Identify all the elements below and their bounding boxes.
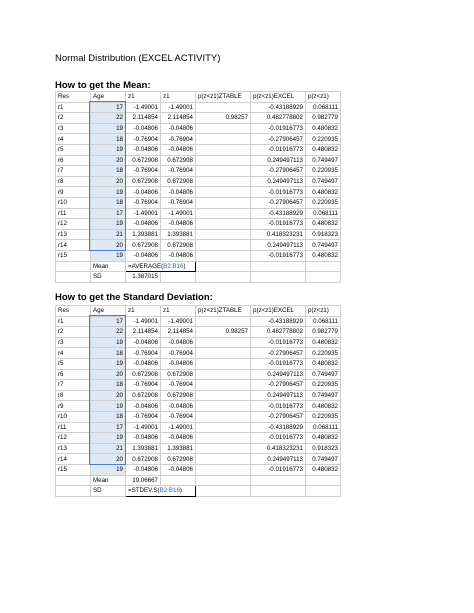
sd-value[interactable]: 1.387015	[126, 272, 161, 283]
cell[interactable]: -1.49001	[161, 102, 196, 113]
cell[interactable]	[56, 486, 91, 497]
cell[interactable]: 0.918323	[306, 443, 341, 454]
table-row	[56, 443, 341, 454]
cell[interactable]: r11	[56, 422, 91, 433]
cell[interactable]: 17	[91, 102, 126, 113]
cell[interactable]: -0.01916773	[251, 401, 306, 412]
cell[interactable]: 17	[91, 316, 126, 327]
cell[interactable]	[196, 155, 251, 166]
cell[interactable]	[196, 272, 251, 283]
cell[interactable]: -0.27906457	[251, 348, 306, 359]
sd-formula-cell[interactable]	[126, 486, 196, 497]
table-row	[56, 411, 341, 422]
table-row	[56, 219, 341, 230]
table-row	[56, 134, 341, 145]
cell[interactable]: 21	[91, 443, 126, 454]
sd-label[interactable]: SD	[91, 486, 126, 497]
sd-sheet	[55, 305, 341, 497]
cell[interactable]	[196, 187, 251, 198]
cell[interactable]: -0.01916773	[251, 219, 306, 230]
cell[interactable]: 0.749497	[306, 369, 341, 380]
cell[interactable]: r2	[56, 327, 91, 338]
cell[interactable]: -0.01916773	[251, 433, 306, 444]
cell[interactable]: -0.76904	[126, 197, 161, 208]
cell[interactable]: 0.749497	[306, 176, 341, 187]
cell[interactable]: 1.393881	[161, 229, 196, 240]
cell[interactable]: -0.04806	[126, 433, 161, 444]
cell[interactable]: -0.04806	[126, 401, 161, 412]
cell[interactable]	[56, 272, 91, 283]
table-row	[56, 197, 341, 208]
cell[interactable]	[196, 443, 251, 454]
cell[interactable]: -0.76904	[161, 411, 196, 422]
table-row	[56, 229, 341, 240]
cell[interactable]: 17	[91, 208, 126, 219]
cell[interactable]: 0.220935	[306, 411, 341, 422]
cell[interactable]: -0.04806	[161, 337, 196, 348]
cell[interactable]: 0.249497113	[251, 390, 306, 401]
cell[interactable]: -0.04806	[161, 433, 196, 444]
cell[interactable]: r12	[56, 219, 91, 230]
cell[interactable]: 0.672908	[161, 155, 196, 166]
cell[interactable]: 19	[91, 433, 126, 444]
cell[interactable]: r8	[56, 176, 91, 187]
cell[interactable]: 19	[91, 219, 126, 230]
header-row	[56, 306, 341, 317]
cell[interactable]: -0.01916773	[251, 464, 306, 475]
table-row	[56, 358, 341, 369]
cell[interactable]: r3	[56, 123, 91, 134]
cell[interactable]: 0.480832	[306, 401, 341, 412]
table-row	[56, 422, 341, 433]
cell[interactable]: -1.49001	[126, 208, 161, 219]
cell[interactable]: 0.672908	[126, 155, 161, 166]
table-row	[56, 166, 341, 177]
cell[interactable]	[196, 261, 251, 272]
cell[interactable]: -0.76904	[161, 197, 196, 208]
table-row	[56, 401, 341, 412]
cell[interactable]: 1.393881	[126, 229, 161, 240]
cell[interactable]: -1.49001	[161, 422, 196, 433]
cell[interactable]: r9	[56, 187, 91, 198]
cell[interactable]: r5	[56, 358, 91, 369]
cell[interactable]: 19	[91, 144, 126, 155]
cell[interactable]	[196, 411, 251, 422]
mean-label[interactable]: Mean	[91, 261, 126, 272]
formula-suffix: )	[179, 487, 182, 495]
cell[interactable]: 19	[91, 337, 126, 348]
cell[interactable]: 0.249497113	[251, 454, 306, 465]
cell[interactable]: -0.04806	[126, 144, 161, 155]
cell[interactable]: -0.04806	[161, 219, 196, 230]
cell[interactable]: 0.480832	[306, 464, 341, 475]
cell[interactable]	[196, 464, 251, 475]
cell[interactable]: r14	[56, 454, 91, 465]
cell[interactable]: -0.01916773	[251, 358, 306, 369]
table-row	[56, 123, 341, 134]
cell[interactable]: -0.04806	[126, 123, 161, 134]
cell[interactable]: 0.672908	[161, 454, 196, 465]
header-cell[interactable]: z1	[126, 92, 161, 103]
table-row	[56, 369, 341, 380]
cell[interactable]: 17	[91, 422, 126, 433]
cell[interactable]: 19	[91, 358, 126, 369]
cell[interactable]: -0.04806	[126, 219, 161, 230]
formula-prefix: =STDEV.S(	[128, 487, 160, 495]
mean-section-heading: How to get the Mean:	[55, 80, 151, 91]
table-row	[56, 208, 341, 219]
cell[interactable]: -0.27906457	[251, 197, 306, 208]
cell[interactable]: -0.04806	[161, 464, 196, 475]
cell[interactable]: r9	[56, 401, 91, 412]
cell[interactable]: 20	[91, 390, 126, 401]
cell[interactable]	[196, 240, 251, 251]
cell[interactable]: 1.393881	[126, 443, 161, 454]
cell[interactable]: 2.114854	[161, 113, 196, 124]
cell[interactable]: 0.982779	[306, 327, 341, 338]
cell[interactable]: 0.672908	[126, 369, 161, 380]
cell[interactable]: -0.04806	[126, 187, 161, 198]
cell[interactable]	[56, 475, 91, 486]
header-cell[interactable]: p(z<z1)ZTABLE	[196, 306, 251, 317]
cell[interactable]: -1.49001	[126, 422, 161, 433]
cell[interactable]: -0.04806	[161, 144, 196, 155]
cell[interactable]: -0.01916773	[251, 144, 306, 155]
header-cell[interactable]: p(z<z1)ZTABLE	[196, 92, 251, 103]
cell[interactable]: 0.672908	[126, 454, 161, 465]
mean-label[interactable]: Mean	[91, 475, 126, 486]
cell[interactable]: r15	[56, 250, 91, 261]
cell[interactable]	[196, 229, 251, 240]
cell[interactable]: 2.114854	[126, 113, 161, 124]
cell[interactable]: -0.04806	[126, 464, 161, 475]
cell[interactable]: 2.114854	[126, 327, 161, 338]
cell[interactable]: 19	[91, 401, 126, 412]
cell[interactable]	[196, 475, 251, 486]
cell[interactable]: 20	[91, 176, 126, 187]
table-row	[56, 316, 341, 327]
cell[interactable]	[306, 272, 341, 283]
header-cell[interactable]: Res	[56, 92, 91, 103]
table-row	[56, 348, 341, 359]
table-row	[56, 464, 341, 475]
cell[interactable]: r11	[56, 208, 91, 219]
header-cell[interactable]: Age	[91, 92, 126, 103]
cell[interactable]: 0.482778802	[251, 327, 306, 338]
cell[interactable]	[196, 380, 251, 391]
table-row	[56, 327, 341, 338]
cell[interactable]: 0.98257	[196, 327, 251, 338]
cell[interactable]	[196, 390, 251, 401]
cell[interactable]	[196, 486, 251, 497]
cell[interactable]: 0.068111	[306, 102, 341, 113]
cell[interactable]: 0.220935	[306, 166, 341, 177]
table-row	[56, 454, 341, 465]
header-cell[interactable]: Res	[56, 306, 91, 317]
cell[interactable]	[196, 433, 251, 444]
cell[interactable]: 22	[91, 327, 126, 338]
table-row	[56, 187, 341, 198]
cell[interactable]: 0.068111	[306, 316, 341, 327]
cell[interactable]: -0.04806	[161, 250, 196, 261]
cell[interactable]: 0.672908	[161, 390, 196, 401]
cell[interactable]: -1.49001	[161, 316, 196, 327]
cell[interactable]: -0.04806	[126, 358, 161, 369]
cell[interactable]: r1	[56, 316, 91, 327]
header-cell[interactable]: z1	[126, 306, 161, 317]
mean-sheet	[55, 91, 341, 283]
table-row	[56, 433, 341, 444]
cell[interactable]	[196, 422, 251, 433]
cell[interactable]: 0.220935	[306, 348, 341, 359]
table-row	[56, 155, 341, 166]
cell[interactable]: 18	[91, 411, 126, 422]
cell[interactable]	[196, 358, 251, 369]
cell[interactable]	[306, 475, 341, 486]
cell[interactable]: 19	[91, 464, 126, 475]
cell[interactable]: -0.76904	[161, 134, 196, 145]
cell[interactable]	[251, 486, 306, 497]
cell[interactable]: 0.480832	[306, 123, 341, 134]
cell[interactable]: r4	[56, 348, 91, 359]
cell[interactable]: 0.220935	[306, 197, 341, 208]
header-cell[interactable]: p(z<z1)	[306, 306, 341, 317]
cell[interactable]: 20	[91, 240, 126, 251]
header-cell[interactable]: Age	[91, 306, 126, 317]
cell[interactable]: -1.49001	[161, 208, 196, 219]
cell[interactable]: -0.04806	[161, 358, 196, 369]
cell[interactable]: r10	[56, 411, 91, 422]
mean-table-body	[56, 92, 341, 283]
cell[interactable]: r8	[56, 390, 91, 401]
cell[interactable]	[196, 102, 251, 113]
header-cell[interactable]: z1	[161, 92, 196, 103]
cell[interactable]: 0.672908	[126, 176, 161, 187]
sd-row	[56, 486, 341, 497]
cell[interactable]	[196, 144, 251, 155]
cell[interactable]: -0.04806	[161, 123, 196, 134]
cell[interactable]: r15	[56, 464, 91, 475]
header-cell[interactable]: p(z<z1)EXCEL	[251, 306, 306, 317]
cell[interactable]	[196, 219, 251, 230]
cell[interactable]: 0.249497113	[251, 155, 306, 166]
table-row	[56, 102, 341, 113]
cell[interactable]: -0.27906457	[251, 380, 306, 391]
formula-range: B2:B16	[163, 262, 184, 270]
cell[interactable]: -0.76904	[126, 411, 161, 422]
cell[interactable]: 19	[91, 123, 126, 134]
table-row	[56, 380, 341, 391]
cell[interactable]	[196, 134, 251, 145]
cell[interactable]: 22	[91, 113, 126, 124]
cell[interactable]: -0.01916773	[251, 187, 306, 198]
cell[interactable]: 0.068111	[306, 208, 341, 219]
cell[interactable]: 0.672908	[161, 240, 196, 251]
cell[interactable]: -0.27906457	[251, 134, 306, 145]
cell[interactable]: r13	[56, 229, 91, 240]
cell[interactable]: r5	[56, 144, 91, 155]
cell[interactable]: r4	[56, 134, 91, 145]
cell[interactable]	[196, 176, 251, 187]
cell[interactable]: -0.04806	[126, 337, 161, 348]
cell[interactable]: 18	[91, 134, 126, 145]
cell[interactable]: 0.749497	[306, 454, 341, 465]
cell[interactable]: -0.27906457	[251, 166, 306, 177]
cell[interactable]: 0.480832	[306, 358, 341, 369]
cell[interactable]: r10	[56, 197, 91, 208]
cell[interactable]: 0.482778802	[251, 113, 306, 124]
cell[interactable]: 18	[91, 166, 126, 177]
cell[interactable]: -0.76904	[161, 380, 196, 391]
cell[interactable]	[306, 486, 341, 497]
table-row	[56, 250, 341, 261]
table-row	[56, 390, 341, 401]
sd-section-heading: How to get the Standard Deviation:	[55, 292, 213, 303]
cell[interactable]: -0.43188929	[251, 316, 306, 327]
cell[interactable]: -1.49001	[126, 316, 161, 327]
sd-row	[56, 272, 341, 283]
cell[interactable]: 0.672908	[161, 369, 196, 380]
cell[interactable]: 19	[91, 250, 126, 261]
cell[interactable]: 0.068111	[306, 422, 341, 433]
cell[interactable]: 0.982779	[306, 113, 341, 124]
cell[interactable]: 0.480832	[306, 250, 341, 261]
cell[interactable]: 0.220935	[306, 380, 341, 391]
header-cell[interactable]: z1	[161, 306, 196, 317]
cell[interactable]: 0.249497113	[251, 176, 306, 187]
cell[interactable]: 0.672908	[126, 390, 161, 401]
document-title: Normal Distribution (EXCEL ACTIVITY)	[55, 53, 221, 64]
cell[interactable]: -0.01916773	[251, 337, 306, 348]
cell[interactable]: 0.749497	[306, 390, 341, 401]
cell[interactable]: 0.918323	[306, 229, 341, 240]
cell[interactable]	[196, 123, 251, 134]
cell[interactable]: 18	[91, 197, 126, 208]
formula-suffix: )	[183, 262, 186, 270]
cell[interactable]	[196, 208, 251, 219]
cell[interactable]: 0.220935	[306, 134, 341, 145]
cell[interactable]: 20	[91, 155, 126, 166]
cell[interactable]: 0.249497113	[251, 240, 306, 251]
cell[interactable]: r7	[56, 166, 91, 177]
cell[interactable]: 21	[91, 229, 126, 240]
cell[interactable]	[196, 166, 251, 177]
cell[interactable]	[196, 197, 251, 208]
mean-row	[56, 261, 341, 272]
cell[interactable]: r1	[56, 102, 91, 113]
cell[interactable]: 18	[91, 348, 126, 359]
cell[interactable]: 20	[91, 369, 126, 380]
table-row	[56, 144, 341, 155]
cell[interactable]: -0.43188929	[251, 422, 306, 433]
cell[interactable]: 1.393881	[161, 443, 196, 454]
cell[interactable]: -0.04806	[126, 250, 161, 261]
cell[interactable]: r2	[56, 113, 91, 124]
mean-value[interactable]: 19.06667	[126, 475, 161, 486]
cell[interactable]: 0.749497	[306, 240, 341, 251]
cell[interactable]	[306, 261, 341, 272]
header-cell[interactable]: p(z<z1)	[306, 92, 341, 103]
cell[interactable]: 0.98257	[196, 113, 251, 124]
cell[interactable]	[196, 348, 251, 359]
cell[interactable]	[251, 272, 306, 283]
cell[interactable]: -0.01916773	[251, 250, 306, 261]
table-row	[56, 176, 341, 187]
cell[interactable]	[196, 369, 251, 380]
cell[interactable]: 0.480832	[306, 144, 341, 155]
header-row	[56, 92, 341, 103]
cell[interactable]	[251, 261, 306, 272]
cell[interactable]: -0.76904	[126, 380, 161, 391]
cell[interactable]: r7	[56, 380, 91, 391]
header-cell[interactable]: p(z<z1)EXCEL	[251, 92, 306, 103]
cell[interactable]: 0.749497	[306, 155, 341, 166]
cell[interactable]: 0.480832	[306, 219, 341, 230]
cell[interactable]	[56, 261, 91, 272]
cell[interactable]: 0.418323231	[251, 229, 306, 240]
formula-range: B2:B16	[159, 487, 180, 495]
cell[interactable]: -0.04806	[161, 401, 196, 412]
cell[interactable]: r3	[56, 337, 91, 348]
cell[interactable]: 2.114854	[161, 327, 196, 338]
formula-prefix: =AVERAGE(	[128, 262, 164, 270]
cell[interactable]: 0.480832	[306, 187, 341, 198]
cell[interactable]	[196, 454, 251, 465]
cell[interactable]: -0.43188929	[251, 102, 306, 113]
cell[interactable]: 0.480832	[306, 337, 341, 348]
cell[interactable]: 19	[91, 187, 126, 198]
sd-table-body	[56, 306, 341, 497]
mean-row	[56, 475, 341, 486]
cell[interactable]	[161, 272, 196, 283]
cell[interactable]: 0.249497113	[251, 369, 306, 380]
cell[interactable]	[196, 337, 251, 348]
cell[interactable]	[251, 475, 306, 486]
table-row	[56, 113, 341, 124]
cell[interactable]: 0.672908	[126, 240, 161, 251]
cell[interactable]: r14	[56, 240, 91, 251]
cell[interactable]: -0.27906457	[251, 411, 306, 422]
cell[interactable]: 18	[91, 380, 126, 391]
cell[interactable]: -1.49001	[126, 102, 161, 113]
cell[interactable]: -0.01916773	[251, 123, 306, 134]
cell[interactable]	[196, 316, 251, 327]
cell[interactable]: -0.76904	[161, 348, 196, 359]
cell[interactable]: r6	[56, 369, 91, 380]
cell[interactable]: r6	[56, 155, 91, 166]
cell[interactable]: r13	[56, 443, 91, 454]
cell[interactable]: -0.43188929	[251, 208, 306, 219]
cell[interactable]	[196, 250, 251, 261]
cell[interactable]: -0.04806	[161, 187, 196, 198]
cell[interactable]: -0.76904	[126, 348, 161, 359]
sd-label[interactable]: SD	[91, 272, 126, 283]
cell[interactable]: 20	[91, 454, 126, 465]
mean-formula-cell[interactable]	[126, 261, 196, 272]
cell[interactable]: -0.76904	[126, 166, 161, 177]
table-row	[56, 337, 341, 348]
cell[interactable]: 0.672908	[161, 176, 196, 187]
cell[interactable]: -0.76904	[161, 166, 196, 177]
cell[interactable]: r12	[56, 433, 91, 444]
cell[interactable]	[161, 475, 196, 486]
cell[interactable]	[196, 401, 251, 412]
cell[interactable]: 0.418323231	[251, 443, 306, 454]
table-row	[56, 240, 341, 251]
cell[interactable]: 0.480832	[306, 433, 341, 444]
cell[interactable]: -0.76904	[126, 134, 161, 145]
